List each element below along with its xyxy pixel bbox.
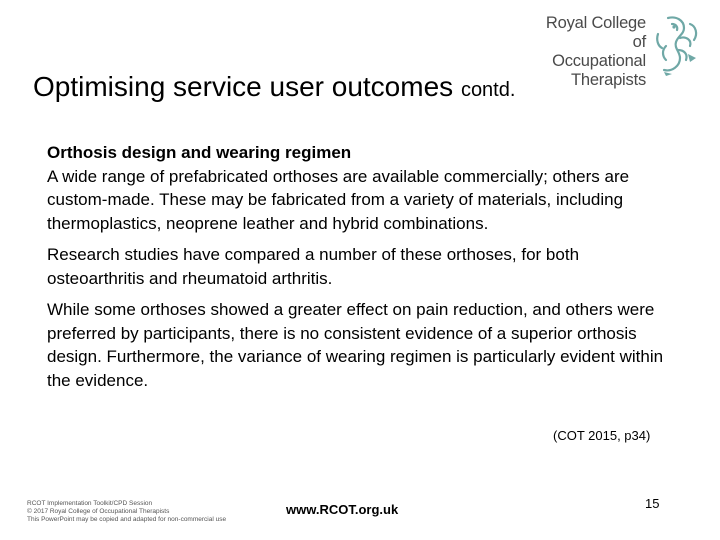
footer-copyright (27, 500, 226, 524)
citation: (COT 2015, p34) (553, 428, 651, 443)
logo-text (533, 14, 646, 90)
slide-title (33, 71, 515, 103)
rcot-logo (533, 14, 708, 89)
title-contd: contd. (460, 79, 516, 101)
footer-line-2: © 2017 Royal College of Occupational Therapists (27, 508, 170, 515)
paragraph-1 (47, 141, 667, 235)
seahorse-crest-icon (650, 14, 702, 76)
footer-line-1: RCOT Implementation Toolkit/CPD Session (27, 500, 153, 507)
paragraph-1-text: A wide range of prefabricated orthoses are available commercially; others are custom-made. These may be fabricated from a variety of materials, including thermoplastics, neoprene leather and hybrid combinations. (47, 166, 630, 233)
footer-line-3: This PowerPoint may be copied and adapted for non-commercial use (27, 516, 227, 523)
footer-url-link[interactable]: www.RCOT.org.uk (286, 502, 399, 517)
logo-line-2: Occupational (552, 52, 646, 70)
section-heading: Orthosis design and wearing regimen (47, 143, 352, 162)
title-main: Optimising service user outcomes (33, 71, 454, 102)
paragraph-2: Research studies have compared a number of these orthoses, for both osteoarthritis and rheumatoid arthritis. (47, 245, 580, 288)
paragraph-3: While some orthoses showed a greater effect on pain reduction, and others were preferred by participants, there is no consistent evidence of a superior orthosis design. Furthermore, the variance of wearing regimen is particularly evident within the evidence. (47, 300, 664, 390)
logo-line-1: Royal College of (545, 14, 646, 51)
logo-line-3: Therapists (570, 71, 646, 89)
slide-body (47, 141, 667, 400)
page-number: 15 (645, 496, 660, 511)
